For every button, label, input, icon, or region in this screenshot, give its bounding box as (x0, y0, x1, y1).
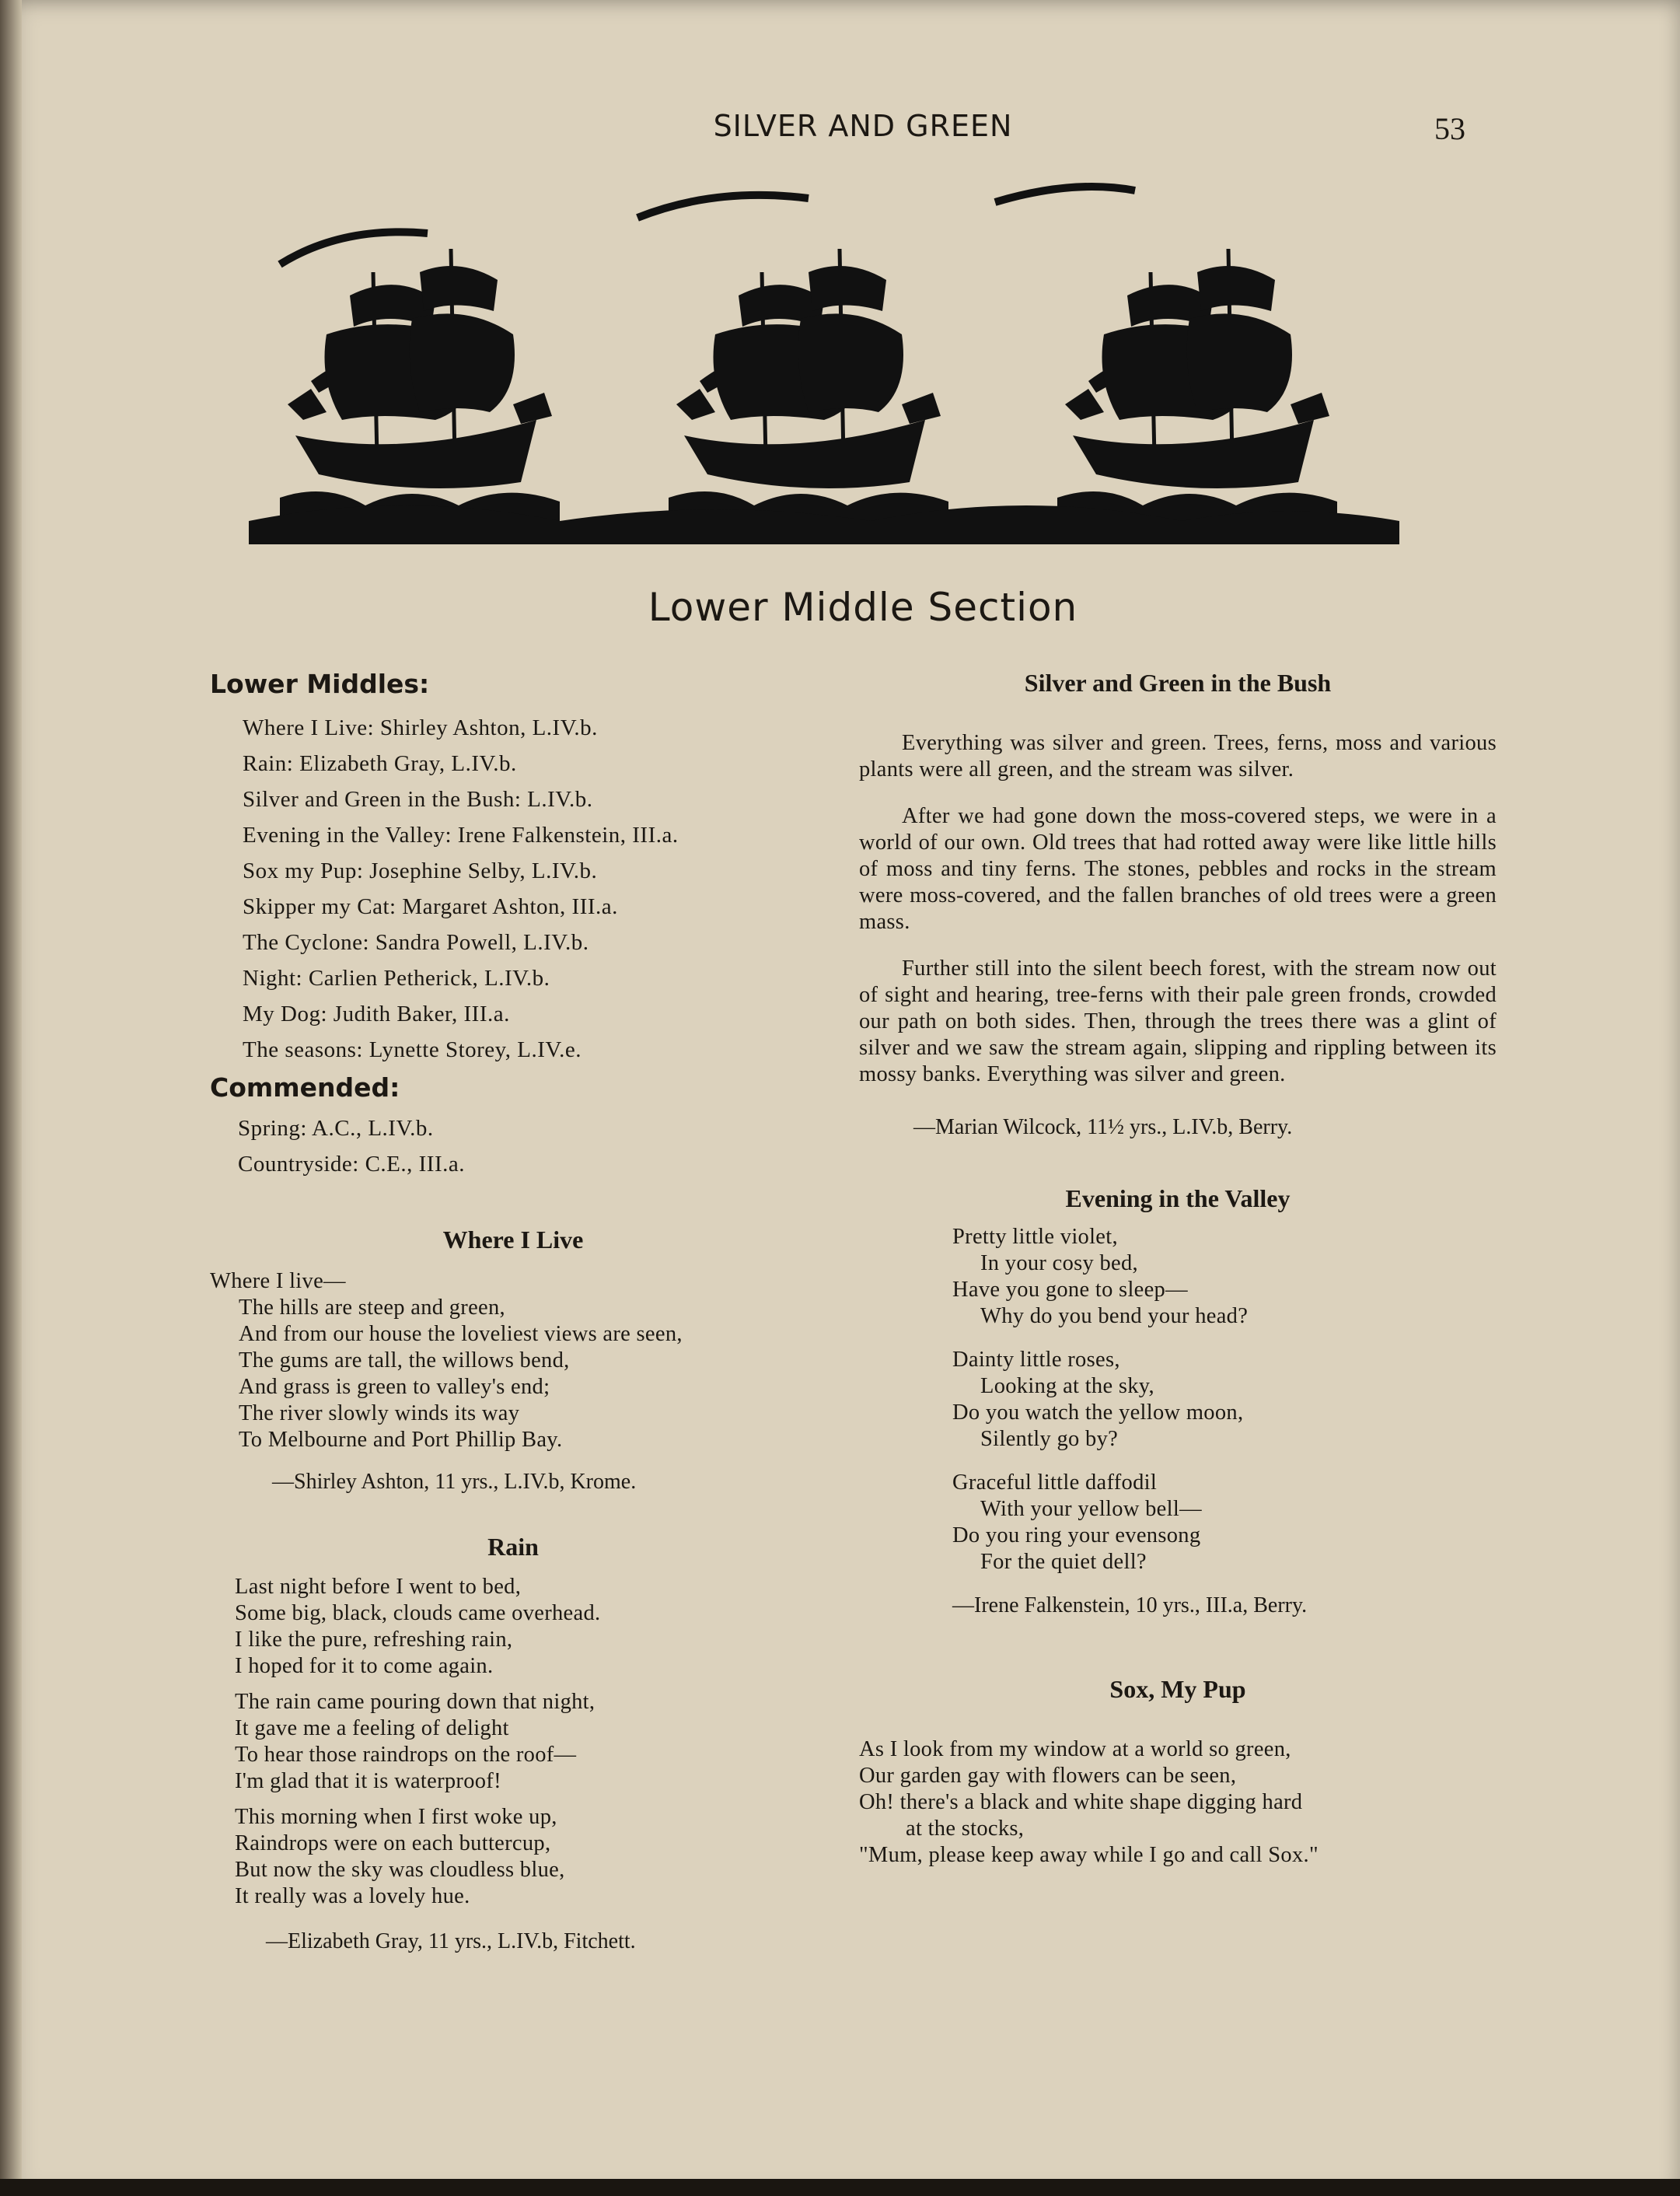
poem-line: "Mum, please keep away while I go and call Sox." (859, 1843, 1319, 1867)
list-item: Night: Carlien Petherick, L.IV.b. (243, 966, 550, 991)
list-item: My Dog: Judith Baker, III.a. (243, 1002, 510, 1026)
rain-title: Rain (487, 1533, 539, 1561)
silver-green-bush-title: Silver and Green in the Bush (1024, 669, 1332, 697)
binding-shadow (0, 0, 22, 2196)
running-header: SILVER AND GREEN (713, 109, 1013, 143)
attribution: —Shirley Ashton, 11 yrs., L.IV.b, Krome. (272, 1470, 637, 1494)
poem-line: But now the sky was cloudless blue, (235, 1858, 565, 1882)
poem-line: Last night before I went to bed, (235, 1575, 522, 1599)
list-item: Silver and Green in the Bush: L.IV.b. (243, 787, 593, 812)
rain-poem (210, 1574, 816, 1955)
page-number: 53 (1434, 111, 1465, 146)
poem-line: As I look from my window at a world so green, (859, 1737, 1291, 1761)
commended-list (238, 1110, 816, 1182)
poem-line: Oh! there's a black and white shape digging hard (859, 1790, 1303, 1814)
poem-line: Graceful little daffodil (952, 1470, 1158, 1495)
poem-line: It really was a lovely hue. (235, 1884, 470, 1908)
evening-valley-title: Evening in the Valley (1065, 1184, 1291, 1212)
attribution: —Marian Wilcock, 11½ yrs., L.IV.b, Berry. (913, 1115, 1293, 1139)
attribution: —Elizabeth Gray, 11 yrs., L.IV.b, Fitchett. (266, 1929, 636, 1953)
paragraph: After we had gone down the moss-covered steps, we were in a world of our own. Old trees that had rotted away were like little hills of moss and tiny ferns. The stones, pebbles and rocks in the stream were moss-covered, and the fallen branches of old trees were a green mass. (859, 804, 1497, 934)
attribution: —Irene Falkenstein, 10 yrs., III.a, Berry. (952, 1593, 1308, 1617)
poem-line: I'm glad that it is waterproof! (235, 1769, 501, 1793)
evening-valley-poem (859, 1224, 1497, 1619)
list-item: Skipper my Cat: Margaret Ashton, III.a. (243, 894, 618, 919)
paragraph: Everything was silver and green. Trees, ferns, moss and various plants were all green, and the stream was silver. (859, 731, 1497, 782)
poem-line: Looking at the sky, (980, 1374, 1154, 1398)
list-item: The Cyclone: Sandra Powell, L.IV.b. (243, 930, 589, 955)
poem-line: Our garden gay with flowers can be seen, (859, 1764, 1237, 1788)
right-column (859, 669, 1497, 1869)
where-i-live-title: Where I Live (442, 1226, 584, 1254)
poem-line: And grass is green to valley's end; (239, 1375, 550, 1399)
poem-line: The hills are steep and green, (239, 1296, 505, 1320)
scan-edge (0, 2179, 1680, 2196)
poem-line: Why do you bend your head? (980, 1304, 1249, 1328)
poem-line: In your cosy bed, (980, 1251, 1138, 1275)
list-item: Sox my Pup: Josephine Selby, L.IV.b. (243, 858, 598, 883)
list-item: Evening in the Valley: Irene Falkenstein, III.a. (243, 823, 679, 848)
poem-line: Pretty little violet, (952, 1225, 1118, 1249)
poem-line: Some big, black, clouds came overhead. (235, 1601, 601, 1625)
poem-line: Silently go by? (980, 1427, 1119, 1451)
poem-line: I like the pure, refreshing rain, (235, 1628, 513, 1652)
lower-middles-heading: Lower Middles: (210, 669, 430, 699)
poem-line: Have you gone to sleep— (952, 1278, 1188, 1302)
ships-illustration (249, 179, 1399, 552)
poem-line: And from our house the loveliest views are seen, (239, 1322, 683, 1346)
poem-line: The rain came pouring down that night, (235, 1690, 596, 1714)
poem-line: Dainty little roses, (952, 1348, 1120, 1372)
poem-line: Raindrops were on each buttercup, (235, 1831, 551, 1855)
list-item: Where I Live: Shirley Ashton, L.IV.b. (243, 715, 598, 740)
list-item: Spring: A.C., L.IV.b. (238, 1116, 434, 1141)
poem-line: Do you ring your evensong (952, 1523, 1201, 1547)
paragraph: Further still into the silent beech forest, with the stream now out of sight and hearing, tree-ferns with their pale green fronds, crowded our path on both sides. Then, through the trees there was a glint of silver and we saw the stream again, slipping and rippling between its mossy banks. Everything was silver and green. (859, 956, 1497, 1086)
poem-line: To Melbourne and Port Phillip Bay. (239, 1428, 563, 1452)
poem-line: For the quiet dell? (980, 1550, 1147, 1574)
poem-line: at the stocks, (906, 1817, 1025, 1841)
sox-my-pup-poem (859, 1736, 1497, 1869)
left-column (210, 669, 816, 1955)
poem-line: Where I live— (210, 1269, 346, 1293)
lower-middles-list (243, 710, 816, 1068)
where-i-live-poem (210, 1268, 816, 1495)
poem-line: The river slowly winds its way (239, 1401, 520, 1425)
poem-line: Do you watch the yellow moon, (952, 1400, 1244, 1425)
list-item: Rain: Elizabeth Gray, L.IV.b. (243, 751, 517, 776)
commended-heading: Commended: (210, 1072, 400, 1103)
poem-line: It gave me a feeling of delight (235, 1716, 509, 1740)
list-item: Countryside: C.E., III.a. (238, 1152, 465, 1177)
poem-line: The gums are tall, the willows bend, (239, 1348, 570, 1372)
poem-line: To hear those raindrops on the roof— (235, 1743, 577, 1767)
poem-line: This morning when I first woke up, (235, 1805, 557, 1829)
section-title: Lower Middle Section (648, 585, 1078, 630)
poem-line: With your yellow bell— (980, 1497, 1202, 1521)
list-item: The seasons: Lynette Storey, L.IV.e. (243, 1037, 582, 1062)
sox-my-pup-title: Sox, My Pup (1109, 1675, 1246, 1703)
poem-line: I hoped for it to come again. (235, 1654, 494, 1678)
